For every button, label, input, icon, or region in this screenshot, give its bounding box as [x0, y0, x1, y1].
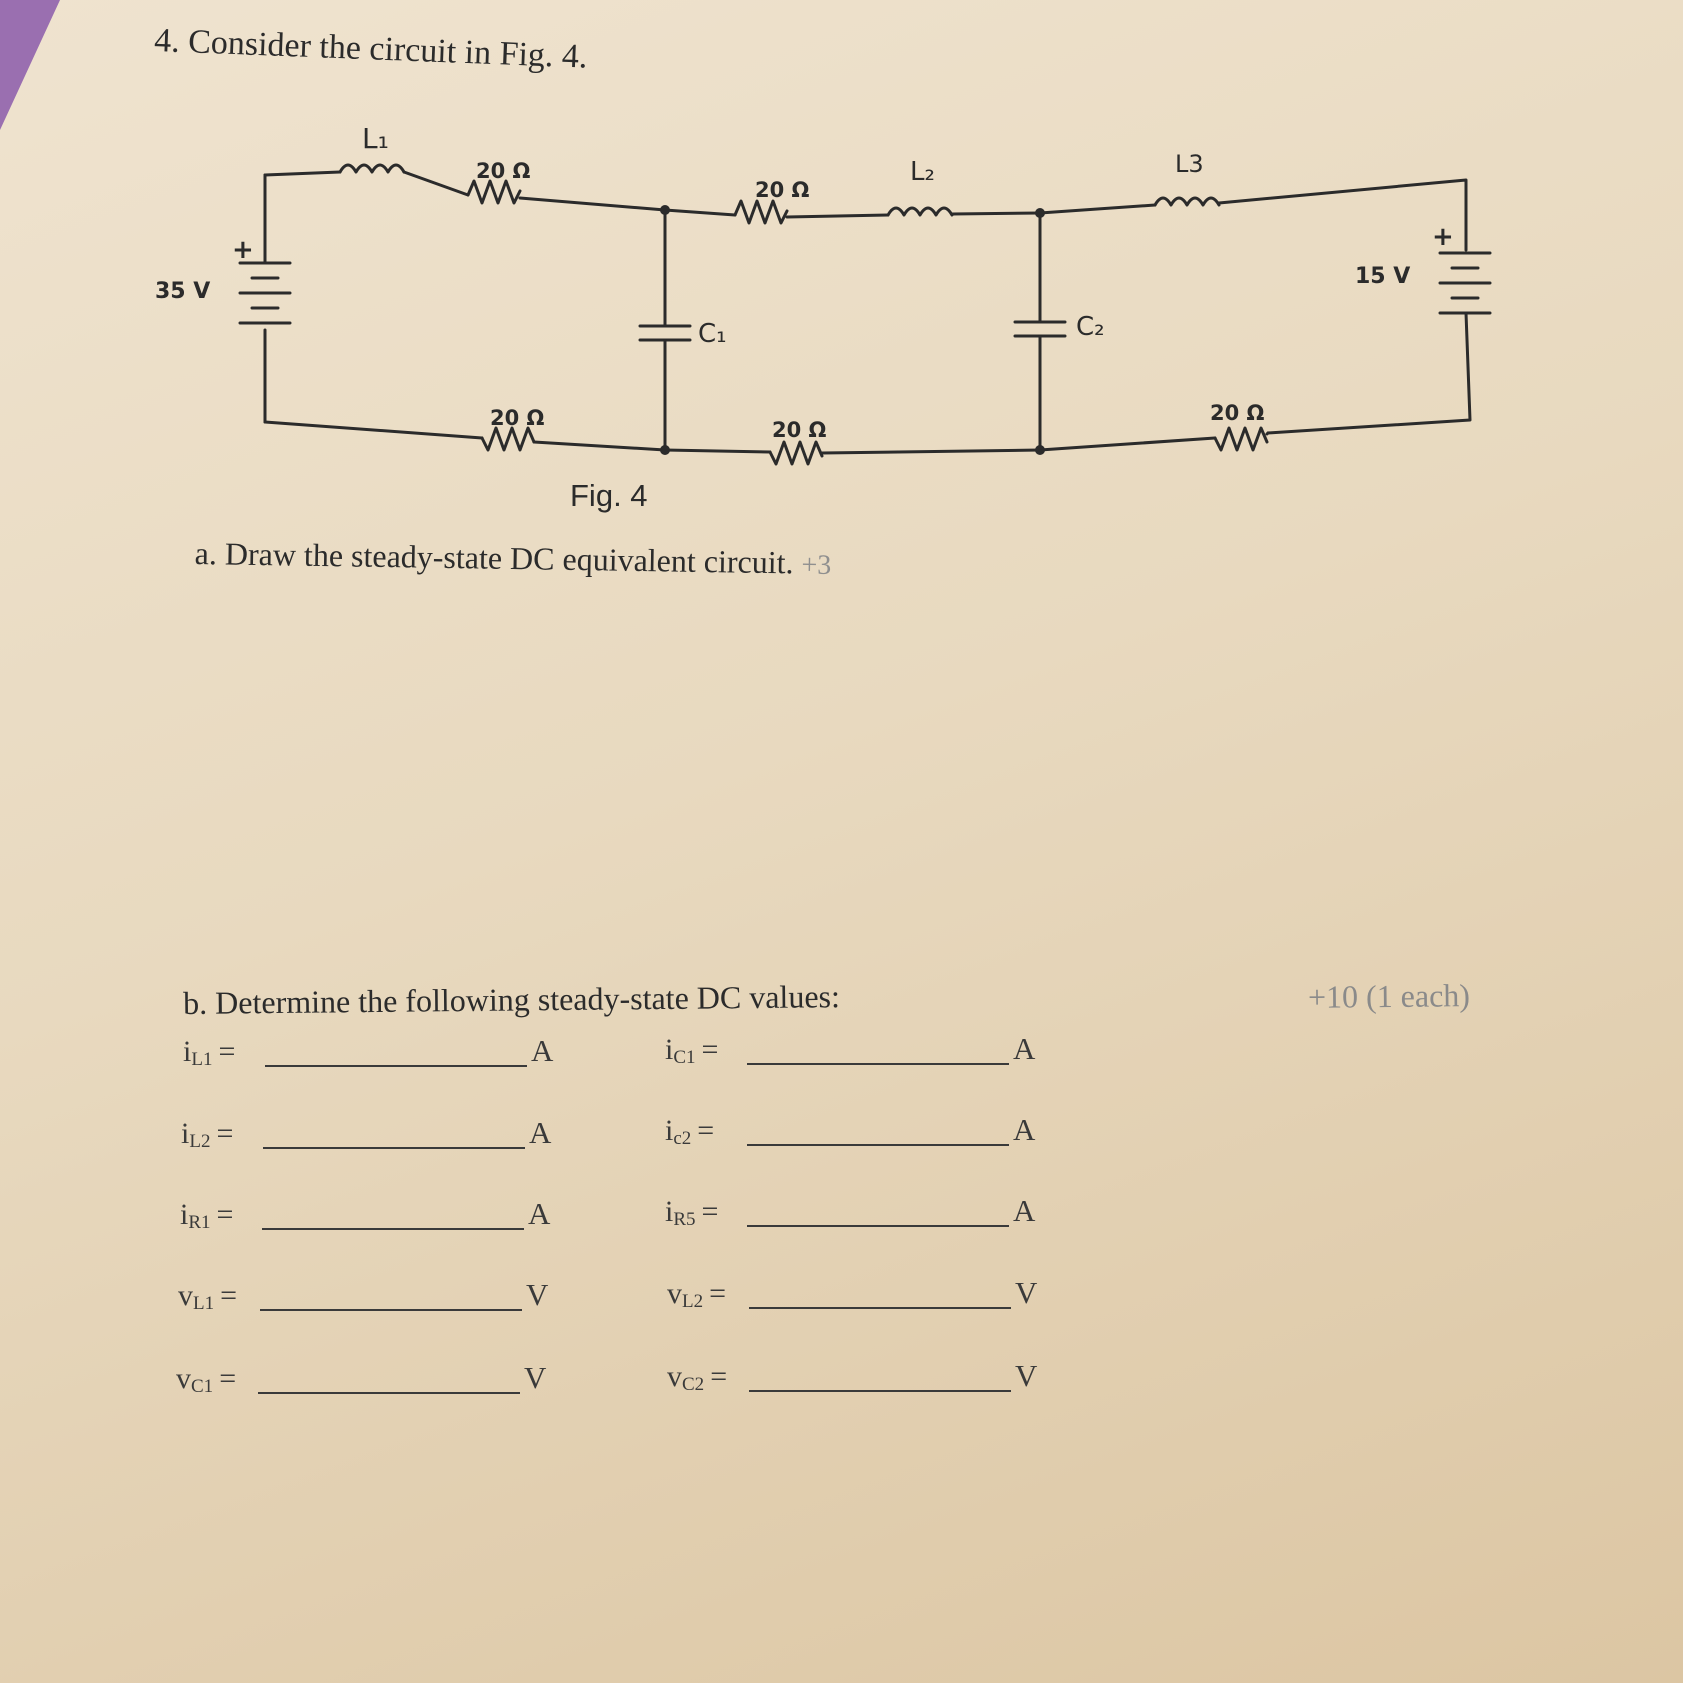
label-L1: L₁	[362, 122, 389, 155]
answer-unit: A	[1013, 1112, 1036, 1147]
answer-sub: L1	[191, 1049, 213, 1070]
answer-var: v	[178, 1279, 193, 1312]
answer-blank[interactable]	[258, 1392, 520, 1394]
wire-r-node2	[822, 450, 1040, 453]
label-L3: L3	[1175, 150, 1204, 178]
resistor-bot1-icon	[482, 428, 534, 450]
answer-var: i	[183, 1035, 192, 1068]
answer-sub: c2	[673, 1128, 692, 1149]
answer-blank[interactable]	[747, 1144, 1009, 1146]
answer-blank[interactable]	[749, 1390, 1011, 1392]
wire-bottom-left	[265, 422, 482, 438]
wire-bot-node1	[534, 442, 665, 450]
answer-blank[interactable]	[260, 1309, 522, 1311]
answer-sub: L1	[193, 1293, 215, 1314]
wire-l2-node2	[952, 213, 1040, 214]
answer-unit: A	[528, 1196, 551, 1231]
label-C1: C₁	[698, 319, 727, 349]
wire-node2-l3	[1040, 205, 1155, 213]
battery-left-icon	[240, 263, 290, 323]
answer-var: i	[180, 1198, 189, 1231]
answer-var: i	[665, 1114, 674, 1147]
label-plus-right: +	[1432, 222, 1454, 252]
resistor-top1-icon	[468, 181, 520, 203]
wire-right-bottom	[1268, 313, 1470, 433]
answer-blank[interactable]	[749, 1307, 1011, 1309]
label-r-bot1: 20 Ω	[490, 406, 545, 430]
answer-blank[interactable]	[747, 1225, 1009, 1227]
battery-right-icon	[1440, 253, 1490, 313]
answer-unit: V	[524, 1360, 547, 1395]
label-35v: 35 V	[155, 279, 211, 304]
answer-sub: R1	[188, 1212, 211, 1233]
resistor-bot2-icon	[770, 442, 822, 464]
part-a-text: a. Draw the steady-state DC equivalent circuit.	[194, 535, 794, 581]
answer-var: i	[665, 1033, 674, 1066]
wire-node2-r3	[1040, 438, 1215, 450]
wire-r2-l2	[787, 215, 888, 217]
answer-unit: V	[1015, 1358, 1038, 1393]
answer-blank[interactable]	[265, 1065, 527, 1067]
answer-sub: C1	[191, 1376, 214, 1397]
part-b-points: +10 (1 each)	[1307, 977, 1471, 1015]
node-top-1	[660, 205, 670, 215]
answer-unit: A	[531, 1033, 554, 1068]
answer-unit: A	[1013, 1193, 1036, 1228]
wire-node1-r2	[665, 210, 735, 215]
part-a-points: +3	[801, 549, 832, 581]
wire-r3-right	[1267, 433, 1268, 434]
wire-top-l1-r	[404, 172, 468, 195]
inductor-L2-icon	[888, 208, 952, 215]
node-bottom-1	[660, 445, 670, 455]
circuit-diagram	[0, 0, 1683, 620]
answer-var: i	[665, 1195, 674, 1228]
answer-blank[interactable]	[747, 1063, 1009, 1065]
wire-top-r-node1	[520, 198, 665, 210]
answer-unit: V	[1015, 1275, 1038, 1310]
capacitor-C1-icon	[640, 326, 690, 340]
wire-node1-r	[665, 450, 770, 452]
label-15v: 15 V	[1355, 264, 1411, 289]
label-r-bot2: 20 Ω	[772, 418, 827, 442]
label-C2: C₂	[1076, 312, 1105, 342]
answer-unit: A	[1013, 1031, 1036, 1066]
inductor-L3-icon	[1155, 198, 1219, 205]
inductor-L1-icon	[340, 165, 404, 172]
answer-var: v	[667, 1277, 682, 1310]
label-r-bot3: 20 Ω	[1210, 401, 1265, 425]
question-title: 4. Consider the circuit in Fig. 4.	[153, 22, 589, 76]
answer-var: v	[667, 1360, 682, 1393]
node-bottom-2	[1035, 445, 1045, 455]
answer-sub: L2	[189, 1131, 211, 1152]
answer-sub: L2	[682, 1291, 704, 1312]
part-b-prompt: b. Determine the following steady-state DC values:	[183, 978, 841, 1021]
answer-sub: C1	[673, 1047, 696, 1068]
answer-blank[interactable]	[262, 1228, 524, 1230]
wire-l3-right	[1219, 180, 1466, 250]
node-top-2	[1035, 208, 1045, 218]
label-r-top2: 20 Ω	[755, 178, 810, 202]
answer-var: v	[176, 1362, 191, 1395]
answer-blank[interactable]	[263, 1147, 525, 1149]
answer-sub: C2	[682, 1374, 705, 1395]
resistor-top2-icon	[735, 201, 787, 223]
answer-unit: V	[526, 1277, 549, 1312]
answer-var: i	[181, 1117, 190, 1150]
answer-sub: R5	[673, 1209, 696, 1230]
wire-top-left	[265, 172, 340, 175]
label-plus-left: +	[232, 235, 254, 265]
answer-unit: A	[529, 1115, 552, 1150]
capacitor-C2-icon	[1015, 322, 1065, 336]
figure-caption: Fig. 4	[570, 478, 648, 513]
resistor-bot3-icon	[1215, 428, 1267, 450]
label-r-top1: 20 Ω	[476, 159, 531, 183]
label-L2: L₂	[910, 157, 935, 187]
